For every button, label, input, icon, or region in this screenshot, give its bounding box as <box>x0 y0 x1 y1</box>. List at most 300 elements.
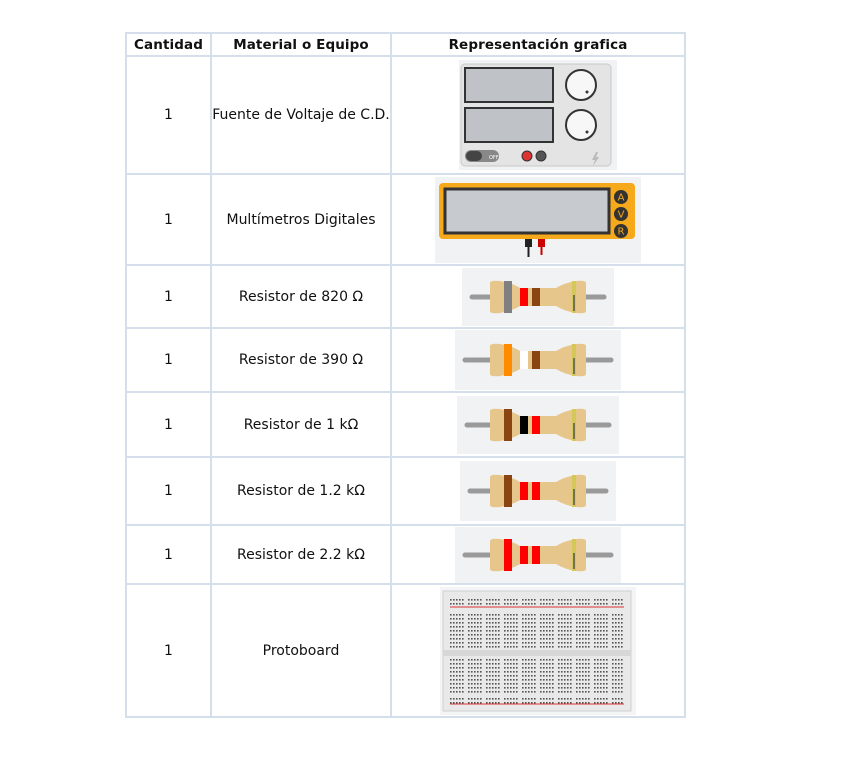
protoboard-hole <box>462 663 464 665</box>
protoboard-hole <box>510 675 512 677</box>
protoboard-hole <box>522 622 524 624</box>
protoboard-hole <box>552 630 554 632</box>
protoboard-hole <box>603 683 605 685</box>
protoboard-hole <box>570 659 572 661</box>
protoboard-hole <box>582 679 584 681</box>
protoboard-hole <box>534 667 536 669</box>
protoboard-hole <box>615 667 617 669</box>
protoboard-hole <box>516 614 518 616</box>
protoboard-hole <box>606 599 608 601</box>
protoboard-hole <box>564 634 566 636</box>
protoboard-hole <box>510 659 512 661</box>
protoboard-hole <box>531 683 533 685</box>
protoboard-hole <box>588 638 590 640</box>
protoboard-hole <box>495 603 497 605</box>
protoboard-hole <box>540 638 542 640</box>
protoboard-hole <box>513 634 515 636</box>
protoboard-hole <box>492 698 494 700</box>
protoboard-hole <box>567 687 569 689</box>
protoboard-hole <box>471 683 473 685</box>
protoboard-hole <box>546 618 548 620</box>
protoboard-hole <box>513 698 515 700</box>
protoboard-hole <box>558 603 560 605</box>
protoboard-hole <box>585 618 587 620</box>
protoboard-hole <box>582 667 584 669</box>
protoboard-hole <box>561 642 563 644</box>
protoboard-hole <box>525 675 527 677</box>
protoboard-hole <box>540 698 542 700</box>
protoboard-hole <box>468 698 470 700</box>
protoboard-hole <box>531 667 533 669</box>
protoboard-hole <box>468 622 470 624</box>
protoboard-hole <box>498 622 500 624</box>
protoboard-hole <box>522 679 524 681</box>
protoboard-hole <box>534 603 536 605</box>
protoboard-hole <box>567 599 569 601</box>
protoboard-hole <box>594 671 596 673</box>
protoboard-hole <box>600 603 602 605</box>
protoboard-hole <box>618 626 620 628</box>
protoboard-hole <box>522 630 524 632</box>
protoboard-hole <box>546 691 548 693</box>
protoboard-hole <box>549 679 551 681</box>
protoboard-hole <box>492 667 494 669</box>
protoboard-hole <box>498 675 500 677</box>
protoboard-hole <box>576 630 578 632</box>
protoboard-hole <box>576 671 578 673</box>
protoboard-hole <box>534 659 536 661</box>
protoboard-hole <box>552 646 554 648</box>
protoboard-hole <box>459 659 461 661</box>
protoboard-hole <box>600 646 602 648</box>
protoboard-hole <box>495 687 497 689</box>
protoboard-hole <box>489 642 491 644</box>
protoboard-hole <box>492 646 494 648</box>
protoboard-hole <box>621 659 623 661</box>
protoboard-hole <box>615 630 617 632</box>
protoboard-hole <box>543 626 545 628</box>
protoboard-hole <box>600 614 602 616</box>
protoboard-hole <box>570 691 572 693</box>
protoboard-hole <box>549 646 551 648</box>
protoboard-hole <box>453 663 455 665</box>
protoboard-hole <box>579 630 581 632</box>
protoboard-hole <box>600 671 602 673</box>
protoboard-hole <box>600 675 602 677</box>
protoboard-hole <box>495 626 497 628</box>
protoboard-hole <box>597 603 599 605</box>
protoboard-hole <box>564 630 566 632</box>
protoboard-hole <box>540 679 542 681</box>
protoboard-hole <box>534 614 536 616</box>
protoboard-hole <box>450 671 452 673</box>
protoboard-hole <box>615 642 617 644</box>
protoboard-hole <box>456 603 458 605</box>
protoboard-hole <box>603 626 605 628</box>
protoboard-hole <box>615 618 617 620</box>
protoboard-hole <box>546 626 548 628</box>
graphic-cell <box>391 265 685 328</box>
protoboard-hole <box>477 683 479 685</box>
protoboard-hole <box>516 603 518 605</box>
protoboard-hole <box>588 687 590 689</box>
protoboard-hole <box>513 671 515 673</box>
protoboard-hole <box>510 663 512 665</box>
protoboard-hole <box>576 663 578 665</box>
protoboard-hole <box>600 663 602 665</box>
protoboard-hole <box>471 614 473 616</box>
protoboard-hole <box>606 614 608 616</box>
quantity-cell: 1 <box>126 525 211 584</box>
protoboard-hole <box>513 599 515 601</box>
protoboard-hole <box>510 599 512 601</box>
protoboard-hole <box>561 618 563 620</box>
protoboard-hole <box>543 638 545 640</box>
protoboard-hole <box>621 646 623 648</box>
protoboard-hole <box>534 691 536 693</box>
protoboard-hole <box>564 638 566 640</box>
protoboard-hole <box>582 626 584 628</box>
table-row <box>126 525 685 584</box>
protoboard-hole <box>459 638 461 640</box>
protoboard-hole <box>612 691 614 693</box>
protoboard-hole <box>471 659 473 661</box>
graphic-cell <box>391 525 685 584</box>
protoboard-hole <box>603 675 605 677</box>
protoboard-hole <box>450 622 452 624</box>
protoboard-hole <box>471 634 473 636</box>
protoboard-hole <box>477 642 479 644</box>
protoboard-hole <box>450 683 452 685</box>
protoboard-hole <box>450 675 452 677</box>
protoboard-hole <box>597 626 599 628</box>
protoboard-hole <box>525 663 527 665</box>
protoboard-hole <box>453 638 455 640</box>
protoboard-hole <box>546 614 548 616</box>
protoboard-hole <box>534 687 536 689</box>
protoboard-hole <box>540 614 542 616</box>
table-row <box>126 392 685 457</box>
protoboard-hole <box>579 667 581 669</box>
protoboard-hole <box>621 642 623 644</box>
protoboard-hole <box>495 634 497 636</box>
protoboard-hole <box>534 630 536 632</box>
protoboard-hole <box>504 667 506 669</box>
protoboard-hole <box>612 687 614 689</box>
protoboard-hole <box>528 614 530 616</box>
protoboard-hole <box>534 698 536 700</box>
protoboard-hole <box>621 630 623 632</box>
protoboard-hole <box>564 702 566 704</box>
protoboard-hole <box>489 659 491 661</box>
protoboard-hole <box>576 679 578 681</box>
protoboard-hole <box>525 622 527 624</box>
protoboard-hole <box>600 622 602 624</box>
resistor-band <box>520 351 528 369</box>
protoboard-hole <box>561 663 563 665</box>
protoboard-hole <box>606 642 608 644</box>
resistor-390-image <box>455 330 621 390</box>
protoboard-hole <box>498 638 500 640</box>
protoboard-hole <box>528 638 530 640</box>
protoboard-hole <box>567 691 569 693</box>
protoboard-hole <box>552 599 554 601</box>
protoboard-hole <box>621 675 623 677</box>
protoboard-hole <box>459 599 461 601</box>
protoboard-hole <box>477 663 479 665</box>
protoboard-hole <box>516 634 518 636</box>
protoboard-hole <box>513 638 515 640</box>
protoboard-hole <box>513 687 515 689</box>
protoboard-hole <box>510 691 512 693</box>
protoboard-hole <box>540 630 542 632</box>
protoboard-hole <box>477 702 479 704</box>
protoboard-hole <box>477 671 479 673</box>
protoboard-hole <box>552 698 554 700</box>
protoboard-hole <box>594 618 596 620</box>
protoboard-hole <box>546 675 548 677</box>
protoboard-hole <box>525 614 527 616</box>
protoboard-hole <box>612 679 614 681</box>
protoboard-hole <box>495 618 497 620</box>
protoboard-hole <box>528 698 530 700</box>
protoboard-hole <box>543 667 545 669</box>
protoboard-hole <box>522 626 524 628</box>
protoboard-hole <box>597 683 599 685</box>
protoboard-hole <box>549 698 551 700</box>
protoboard-hole <box>507 679 509 681</box>
protoboard-hole <box>594 638 596 640</box>
protoboard-hole <box>564 683 566 685</box>
ohmmeter-button: R <box>617 226 625 237</box>
protoboard-hole <box>474 702 476 704</box>
resistor-band <box>504 475 512 507</box>
protoboard-hole <box>480 675 482 677</box>
protoboard-hole <box>621 691 623 693</box>
protoboard-hole <box>564 698 566 700</box>
protoboard-hole <box>570 626 572 628</box>
protoboard-hole <box>489 634 491 636</box>
protoboard-hole <box>474 618 476 620</box>
protoboard-hole <box>615 614 617 616</box>
protoboard-hole <box>585 698 587 700</box>
protoboard-hole <box>453 675 455 677</box>
protoboard-hole <box>579 603 581 605</box>
protoboard-hole <box>603 691 605 693</box>
protoboard-hole <box>558 687 560 689</box>
protoboard-hole <box>516 659 518 661</box>
protoboard-hole <box>552 671 554 673</box>
protoboard-hole <box>453 642 455 644</box>
protoboard-hole <box>564 679 566 681</box>
protoboard-hole <box>567 622 569 624</box>
protoboard-hole <box>480 634 482 636</box>
protoboard-hole <box>570 687 572 689</box>
protoboard-hole <box>603 603 605 605</box>
protoboard-hole <box>495 638 497 640</box>
protoboard-hole <box>474 634 476 636</box>
protoboard-hole <box>549 675 551 677</box>
protoboard-hole <box>513 622 515 624</box>
protoboard-hole <box>531 671 533 673</box>
protoboard-hole <box>486 618 488 620</box>
protoboard-hole <box>603 687 605 689</box>
protoboard-hole <box>570 698 572 700</box>
protoboard-hole <box>471 702 473 704</box>
protoboard-hole <box>585 642 587 644</box>
protoboard-hole <box>558 642 560 644</box>
protoboard-hole <box>618 642 620 644</box>
protoboard-hole <box>495 659 497 661</box>
protoboard-hole <box>453 646 455 648</box>
protoboard-hole <box>603 667 605 669</box>
protoboard-hole <box>486 687 488 689</box>
protoboard-hole <box>546 659 548 661</box>
protoboard-hole <box>453 702 455 704</box>
protoboard-hole <box>552 603 554 605</box>
protoboard-hole <box>585 599 587 601</box>
protoboard-hole <box>615 599 617 601</box>
protoboard-hole <box>549 671 551 673</box>
protoboard-hole <box>540 667 542 669</box>
protoboard-hole <box>507 687 509 689</box>
protoboard-hole <box>486 626 488 628</box>
protoboard-hole <box>552 667 554 669</box>
protoboard-hole <box>564 663 566 665</box>
protoboard-hole <box>513 618 515 620</box>
protoboard-hole <box>522 691 524 693</box>
protoboard-hole <box>621 671 623 673</box>
protoboard-hole <box>615 687 617 689</box>
protoboard-hole <box>507 603 509 605</box>
protoboard-hole <box>618 618 620 620</box>
protoboard-hole <box>513 679 515 681</box>
protoboard-hole <box>606 691 608 693</box>
protoboard-hole <box>576 634 578 636</box>
protoboard-hole <box>534 626 536 628</box>
protoboard-hole <box>510 630 512 632</box>
resistor-band <box>532 546 540 564</box>
protoboard-hole <box>462 634 464 636</box>
protoboard-hole <box>603 698 605 700</box>
material-cell: Resistor de 2.2 kΩ <box>211 525 391 584</box>
protoboard-hole <box>552 687 554 689</box>
protoboard-hole <box>525 691 527 693</box>
protoboard-hole <box>459 687 461 689</box>
protoboard-hole <box>486 659 488 661</box>
protoboard-hole <box>513 667 515 669</box>
protoboard-hole <box>528 626 530 628</box>
protoboard-hole <box>612 698 614 700</box>
protoboard-hole <box>597 659 599 661</box>
protoboard-hole <box>489 687 491 689</box>
protoboard-hole <box>507 667 509 669</box>
protoboard-hole <box>450 638 452 640</box>
protoboard-hole <box>477 634 479 636</box>
protoboard-hole <box>507 642 509 644</box>
protoboard-hole <box>606 698 608 700</box>
protoboard-hole <box>510 603 512 605</box>
protoboard-hole <box>543 675 545 677</box>
protoboard-hole <box>525 634 527 636</box>
protoboard-hole <box>522 683 524 685</box>
protoboard-hole <box>558 667 560 669</box>
protoboard-hole <box>570 667 572 669</box>
protoboard-hole <box>522 698 524 700</box>
protoboard-hole <box>603 622 605 624</box>
protoboard-hole <box>525 687 527 689</box>
protoboard-hole <box>459 702 461 704</box>
protoboard-hole <box>468 679 470 681</box>
protoboard-hole <box>504 691 506 693</box>
protoboard-hole <box>486 642 488 644</box>
protoboard-hole <box>561 687 563 689</box>
protoboard-hole <box>522 634 524 636</box>
protoboard-hole <box>561 659 563 661</box>
protoboard-hole <box>594 646 596 648</box>
protoboard-hole <box>486 667 488 669</box>
protoboard-hole <box>561 622 563 624</box>
protoboard-hole <box>468 659 470 661</box>
protoboard-hole <box>462 702 464 704</box>
protoboard-hole <box>597 618 599 620</box>
protoboard-hole <box>612 622 614 624</box>
protoboard-hole <box>489 683 491 685</box>
protoboard-hole <box>582 683 584 685</box>
protoboard-hole <box>600 618 602 620</box>
protoboard-hole <box>579 687 581 689</box>
protoboard-hole <box>504 646 506 648</box>
protoboard-hole <box>471 698 473 700</box>
protoboard-hole <box>597 630 599 632</box>
protoboard-hole <box>468 646 470 648</box>
table-row <box>126 265 685 328</box>
protoboard-hole <box>459 683 461 685</box>
protoboard-hole <box>558 646 560 648</box>
protoboard-hole <box>453 667 455 669</box>
protoboard-hole <box>489 663 491 665</box>
protoboard-hole <box>531 646 533 648</box>
protoboard-hole <box>597 667 599 669</box>
protoboard-hole <box>612 603 614 605</box>
protoboard-hole <box>510 679 512 681</box>
graphic-cell <box>391 584 685 717</box>
protoboard-hole <box>561 683 563 685</box>
protoboard-hole <box>543 622 545 624</box>
protoboard-hole <box>588 622 590 624</box>
protoboard-hole <box>492 687 494 689</box>
protoboard-hole <box>585 667 587 669</box>
protoboard-hole <box>621 634 623 636</box>
protoboard-hole <box>594 679 596 681</box>
protoboard-hole <box>450 667 452 669</box>
protoboard-hole <box>570 646 572 648</box>
protoboard-hole <box>507 671 509 673</box>
protoboard-hole <box>558 614 560 616</box>
protoboard-hole <box>459 698 461 700</box>
protoboard-hole <box>540 626 542 628</box>
protoboard-hole <box>492 683 494 685</box>
protoboard-hole <box>504 675 506 677</box>
protoboard-hole <box>600 638 602 640</box>
protoboard-hole <box>504 630 506 632</box>
protoboard-hole <box>495 646 497 648</box>
resistor-band <box>532 351 540 369</box>
protoboard-hole <box>462 626 464 628</box>
protoboard-hole <box>450 698 452 700</box>
protoboard-hole <box>597 642 599 644</box>
protoboard-hole <box>606 675 608 677</box>
